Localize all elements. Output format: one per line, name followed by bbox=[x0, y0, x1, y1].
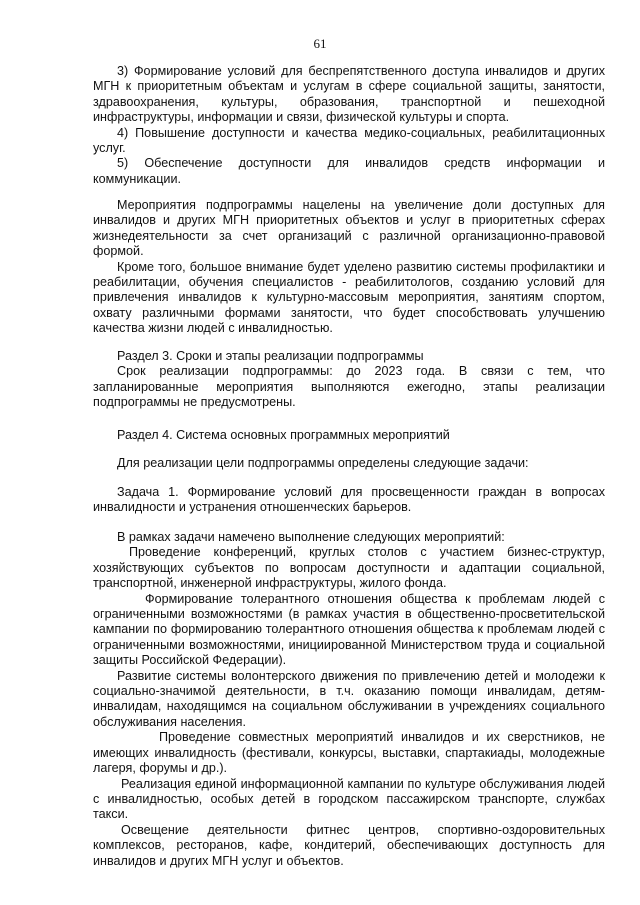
section-4-intro-block bbox=[93, 456, 605, 471]
measure-item-4: Проведение совместных мероприятий инвалидов и их сверстников, не имеющих инвалидность (фестивали, конкурсы, выставки, спартакиады, молодежные лагеря, форумы и др.). bbox=[93, 730, 605, 776]
section-3-text: Срок реализации подпрограммы: до 2023 года. В связи с тем, что запланированные мероприятия выполняются ежегодно, этапы реализации подпрограммы не предусмотрены. bbox=[93, 364, 605, 410]
measure-item-1: Проведение конференций, круглых столов с участием бизнес-структур, хозяйствующих субъектов по вопросам доступности и адаптации социальной, транспортной, инженерной инфраструктуры, жилого фонда. bbox=[93, 545, 605, 591]
section-4-heading: Раздел 4. Система основных программных мероприятий bbox=[117, 428, 450, 442]
task-1-text: Задача 1. Формирование условий для просвещенности граждан в вопросах инвалидности и устранения отношенческих барьеров. bbox=[93, 485, 605, 515]
page-number: 61 bbox=[313, 36, 327, 51]
aims-paragraph-1: Мероприятия подпрограммы нацелены на увеличение доли доступных для инвалидов и других МГН приоритетных объектов и услуг в приоритетных сферах жизнедеятельности за счет организаций с различной организационно-правовой формой. bbox=[93, 198, 605, 259]
measures-block bbox=[93, 530, 605, 869]
task-item-5: 5) Обеспечение доступности для инвалидов средств информации и коммуникации. bbox=[93, 156, 605, 186]
measures-intro: В рамках задачи намечено выполнение следующих мероприятий: bbox=[117, 530, 505, 544]
section-3 bbox=[93, 349, 605, 411]
task-item-4: 4) Повышение доступности и качества медико-социальных, реабилитационных услуг. bbox=[93, 125, 605, 156]
tasks-list bbox=[93, 64, 605, 187]
measure-item-3: Развитие системы волонтерского движения по привлечению детей и молодежи к социально-значимой деятельности, в т.ч. оказанию помощи инвалидам, детям-инвалидам, находящимся на социальном обслуживании в учреждениях социального обслуживания населения. bbox=[93, 668, 605, 729]
aims-paragraph-2: Кроме того, большое внимание будет уделено развитию системы профилактики и реабилитации, обучения специалистов - реабилитологов, созданию условий для привлечения инвалидов к культурно-массовым мероприятия, занятиям спортом, охвату различными формами занятости, что будет способствовать улучшению качества жизни людей с инвалидностью. bbox=[93, 259, 605, 336]
section-4-heading-block bbox=[93, 428, 605, 443]
task-item-3: 3) Формирование условий для беспрепятственного доступа инвалидов и других МГН к приоритетным объектам и услугам в сфере социальной защиты, занятости, здравоохранения, культуры, образования, транспортной и пешеходной инфраструктуры, информации и связи, физической культуры и спорта. bbox=[93, 64, 605, 125]
section-4-intro: Для реализации цели подпрограммы определены следующие задачи: bbox=[117, 456, 529, 470]
measure-item-6: Освещение деятельности фитнес центров, спортивно-оздоровительных комплексов, ресторанов, кафе, кондитерий, обеспечивающих доступность для инвалидов и других МГН услуг и объектов. bbox=[93, 822, 605, 868]
section-3-heading: Раздел 3. Сроки и этапы реализации подпрограммы bbox=[117, 349, 424, 363]
aims-block bbox=[93, 198, 605, 337]
task-1-block bbox=[93, 485, 605, 516]
measure-item-5: Реализация единой информационной кампании по культуре обслуживания людей с инвалидностью, особых детей в городском пассажирском транспорте, службах такси. bbox=[93, 776, 605, 822]
measure-item-2: Формирование толерантного отношения общества к проблемам людей с ограниченными возможностями (в рамках участия в общественно-просветительской кампании по формированию толерантного отношения общества к проблемам людей с ограниченными возможностями, инициированной Министерством труда и социальной защиты Российской Федерации). bbox=[93, 591, 605, 668]
